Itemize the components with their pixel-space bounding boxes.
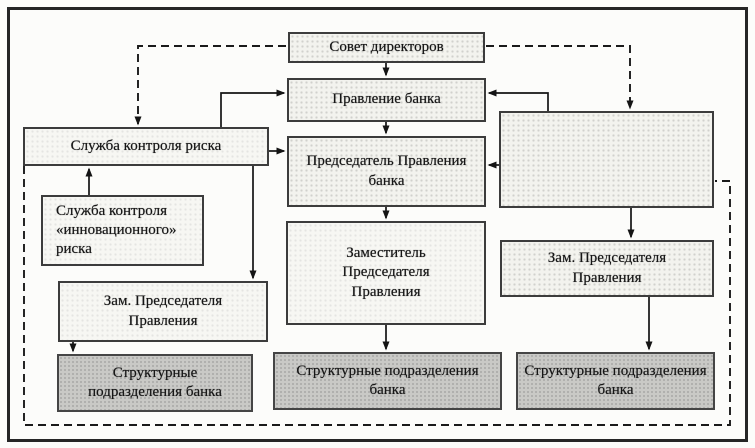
node-zam-predsedatelya-left [58,281,268,342]
edge-sluzhba-riska-pravlenie [221,93,284,127]
node-strukturnye-podrazdeleniya-right [516,352,715,410]
edge-dashed-sovet-sluzhba-vnutr [486,46,630,108]
node-sluzhba-kontrolya-innovatsionnogo-riska [41,195,204,266]
node-strukturnye-podrazdeleniya-left [57,354,253,412]
node-label: Структурные подразделения банка [88,364,222,400]
node-label: Заместитель Председателя Правления [342,245,430,300]
edge-sluzhba-vnutr-pravlenie [489,93,548,111]
node-predsedatel-pravleniya [287,136,486,207]
node-label: Структурные подразделения банка [524,362,707,398]
node-label: Структурные подразделения банка [296,362,479,398]
node-sluzhba-vnutribankovskogo-kontrolya [499,111,714,208]
node-sovet-direktorov [288,32,485,63]
node-label: Зам. Председателя Правления [547,250,667,286]
node-label: Совет директоров [329,38,444,55]
node-zamestitel-predsedatelya [286,221,486,325]
node-label: Служба контроля риска [70,137,222,154]
node-sluzhba-kontrolya-riska [23,127,269,166]
node-label: Правление банка [332,91,441,108]
node-zam-predsedatelya-right [500,240,714,297]
node-label: Служба контроля «инновационного» риска [56,202,177,258]
node-label: Зам. Председателя Правления [103,293,223,329]
edge-dashed-sovet-sluzhba-riska [138,46,286,124]
node-strukturnye-podrazdeleniya-mid [273,352,502,410]
node-label: Председатель Правления банка [306,153,467,189]
node-pravlenie-banka [287,78,486,122]
